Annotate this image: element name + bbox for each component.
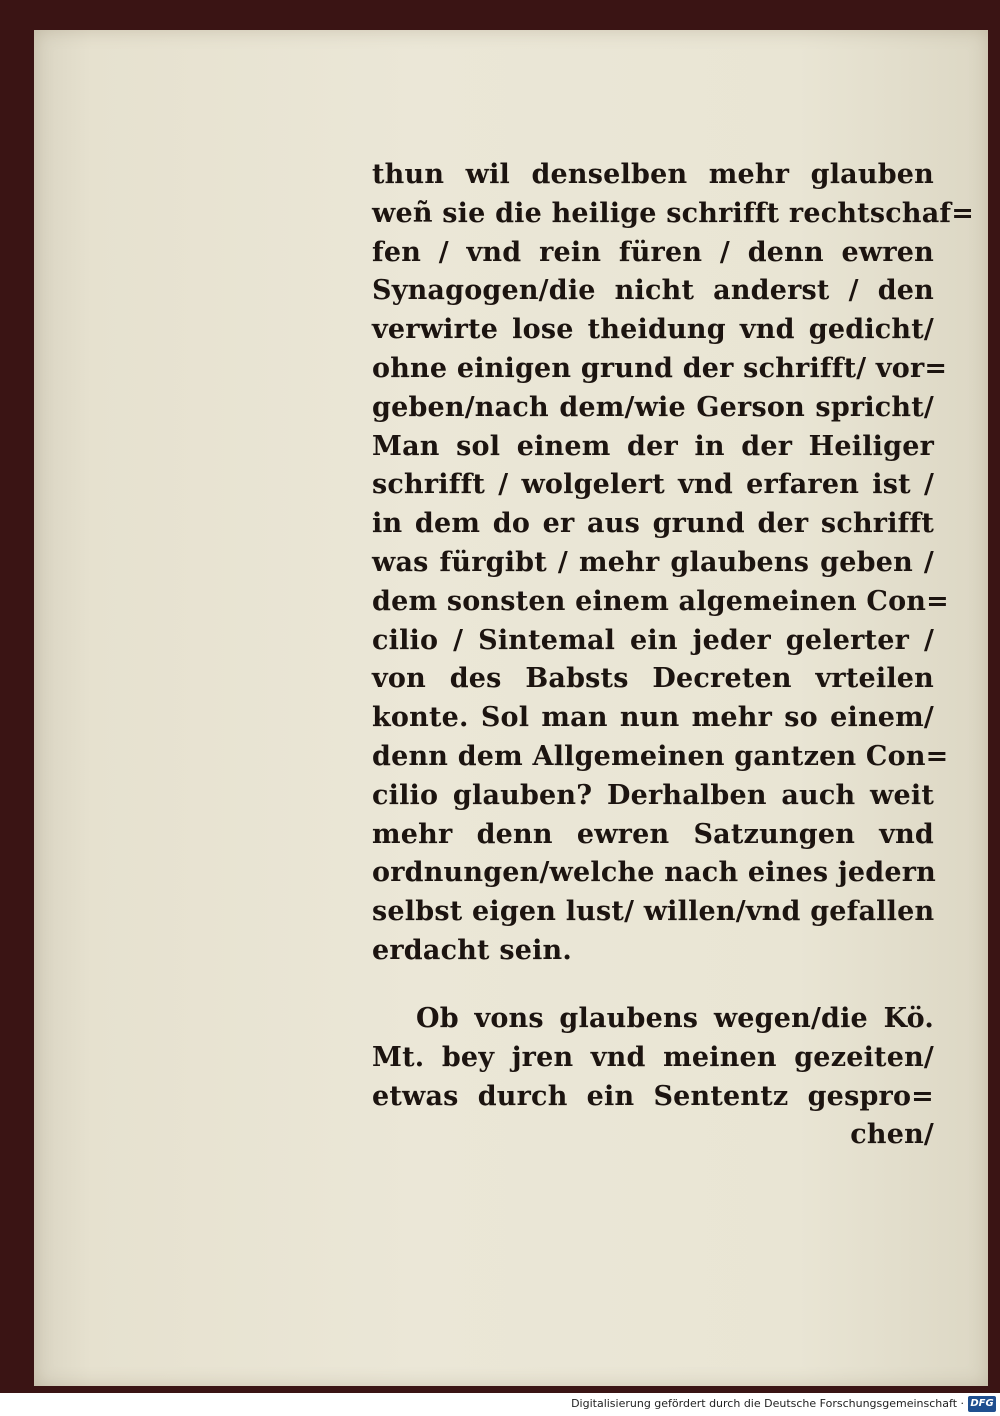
text-line: Mt. bey jren vnd meinen gezeiten/ bbox=[372, 1041, 934, 1073]
text-line: thun wil denselben mehr glauben bbox=[372, 159, 934, 190]
text-line: was fürgibt / mehr glaubens geben / bbox=[372, 546, 934, 578]
text-line: schrifft / wolgelert vnd erfaren ist / bbox=[372, 469, 934, 501]
paragraph-1 bbox=[372, 156, 975, 971]
paragraph-2 bbox=[372, 1000, 934, 1155]
text-line: dem sonsten einem algemeinen Con= bbox=[372, 585, 949, 617]
footer-bar bbox=[0, 1393, 1000, 1416]
text-line: geben/nach dem/wie Gerson spricht/ bbox=[372, 391, 934, 423]
text-line: ohne einigen grund der schrifft/ vor= bbox=[372, 352, 948, 384]
text-line: konte. Sol man nun mehr so einem/ bbox=[372, 702, 934, 734]
text-line: selbst eigen lust/ willen/vnd gefallen bbox=[372, 896, 935, 928]
text-line: fen / vnd rein füren / denn ewren bbox=[372, 236, 934, 268]
text-line: in dem do er aus grund der schrifft bbox=[372, 508, 934, 540]
funding-credit: Digitalisierung gefördert durch die Deutsche Forschungsgemeinschaft · bbox=[571, 1397, 964, 1410]
catchword: chen/ bbox=[850, 1119, 934, 1151]
text-line: ordnungen/welche nach eines jedern bbox=[372, 857, 936, 889]
text-line: denn dem Allgemeinen gantzen Con= bbox=[372, 740, 949, 772]
text-line: erdacht sein. bbox=[372, 934, 572, 966]
text-line: cilio glauben? Derhalben auch weit bbox=[372, 779, 934, 811]
text-line: von des Babsts Decreten vrteilen bbox=[372, 663, 934, 695]
text-line: weñ sie die heilige schrifft rechtschaf= bbox=[372, 197, 975, 229]
text-line: cilio / Sintemal ein jeder gelerter / bbox=[372, 624, 934, 656]
dfg-logo-icon: DFG bbox=[968, 1396, 996, 1412]
text-line: Ob vons glaubens wegen/die Kö. bbox=[416, 1003, 934, 1034]
text-line: mehr denn ewren Satzungen vnd bbox=[372, 818, 934, 850]
text-line: Man sol einem der in der Heiliger bbox=[372, 430, 934, 462]
text-line: Synagogen/die nicht anderst / den bbox=[372, 275, 934, 307]
text-line: verwirte lose theidung vnd gedicht/ bbox=[372, 314, 934, 346]
text-line: etwas durch ein Sententz gespro= bbox=[372, 1080, 934, 1112]
